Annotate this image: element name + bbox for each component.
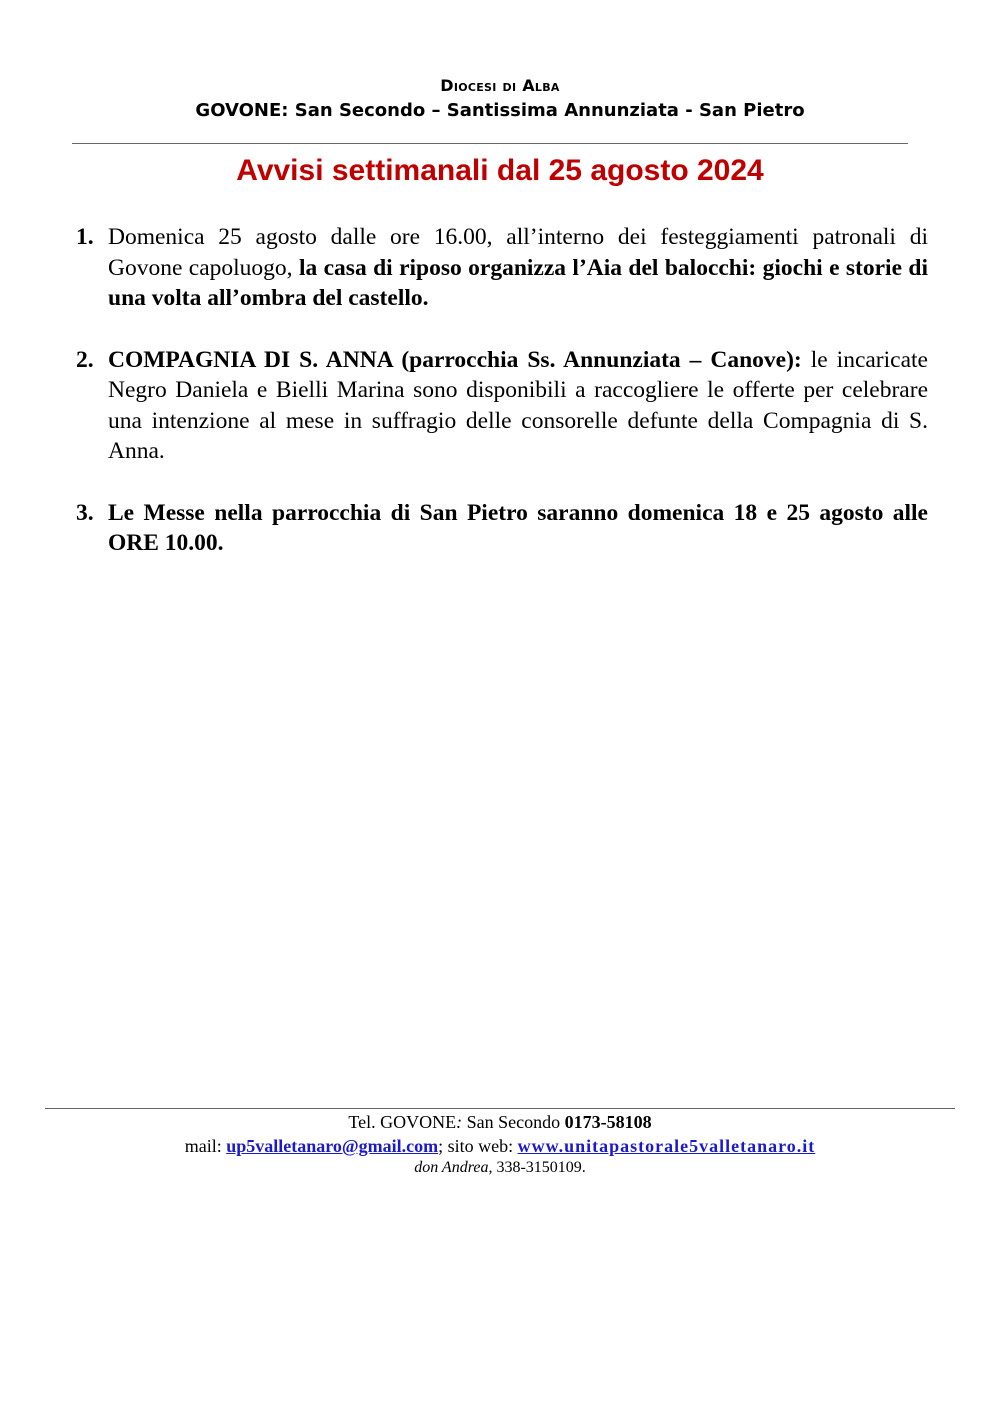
notice-item-3 — [76, 498, 928, 559]
phone-colon: : — [456, 1112, 463, 1132]
page-title: Avvisi settimanali dal 25 agosto 2024 — [236, 154, 764, 187]
parishes-line: GOVONE: San Secondo – Santissima Annunziata - San Pietro — [195, 100, 805, 121]
footer-divider — [45, 1108, 955, 1109]
phone-number: 0173-58108 — [564, 1112, 652, 1132]
document-header — [0, 74, 1000, 124]
notice-number: 1. — [76, 224, 94, 250]
notice-text-bold: la casa di riposo organizza l’Aia del balocchi: giochi e storie di una volta all’ombra del castello. — [108, 254, 928, 311]
notice-text-bold: Le Messe nella parrocchia di San Pietro saranno domenica 18 e 25 agosto alle ORE 10.00. — [108, 499, 928, 556]
website-link[interactable]: www.unitapastorale5valletanaro.it — [517, 1136, 816, 1156]
priest-phone: 338-3150109. — [492, 1159, 586, 1176]
notice-text-bold: COMPAGNIA DI S. ANNA (parrocchia Ss. Annunziata – Canove): — [108, 346, 802, 373]
phone-label: Tel. GOVONE — [348, 1112, 457, 1132]
footer-priest-line — [0, 1158, 1000, 1178]
notice-item-1 — [76, 222, 928, 314]
diocese-name: Diocesi di Alba — [440, 76, 560, 95]
notice-number: 3. — [76, 499, 94, 526]
header-divider — [72, 143, 908, 144]
notice-number: 2. — [76, 346, 94, 373]
notice-item-2 — [76, 345, 928, 467]
email-link[interactable]: up5valletanaro@gmail.com — [226, 1136, 439, 1156]
notice-text: le incaricate Negro Daniela e Bielli Marina sono disponibili a raccogliere le offerte per celebrare una intenzione al mese in suffragio delle consorelle defunte della Compagnia di S. Anna. — [108, 346, 928, 464]
mail-label: mail: — [184, 1136, 227, 1156]
footer-phone-line — [0, 1110, 1000, 1134]
footer-contact-line — [0, 1134, 1000, 1158]
notices-list — [76, 222, 928, 590]
phone-place: San Secondo — [462, 1112, 565, 1132]
notice-text: Domenica 25 agosto dalle ore 16.00, all’interno dei festeggiamenti patronali di Govone capoluogo, — [108, 224, 928, 281]
web-label: ; sito web: — [438, 1136, 518, 1156]
document-footer — [0, 1110, 1000, 1178]
priest-name: don Andrea, — [414, 1159, 493, 1176]
